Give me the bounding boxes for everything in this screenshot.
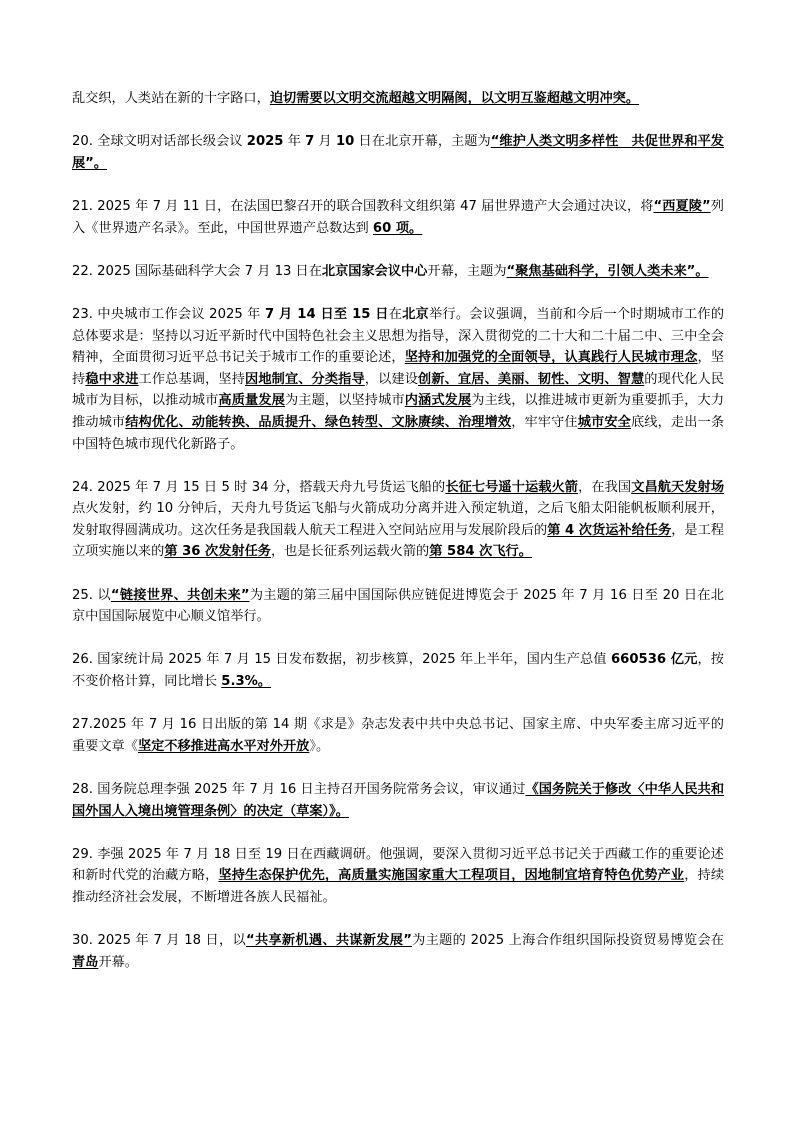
text-segment: 开幕。 (98, 954, 138, 970)
text-segment: 工作总基调，坚持 (138, 371, 246, 387)
emphasis-text: “共享新机遇、共谋新发展” (246, 933, 412, 949)
text-segment: ，以建设 (364, 371, 419, 387)
emphasis-text: 7 月 14 日至 15 日 (265, 306, 389, 322)
emphasis-text: 因地制宜、分类指导 (245, 371, 365, 387)
paragraph (72, 261, 724, 283)
emphasis-text: 结构优化、动能转换、品质提升、绿色转型、文脉赓续、治理增效 (125, 414, 512, 430)
emphasis-text: 60 项。 (372, 220, 423, 236)
emphasis-text: 10 (335, 134, 355, 150)
text-segment: ，也是长征系列运载火箭的 (270, 544, 430, 560)
emphasis-text: “链接世界、共创未来” (110, 587, 250, 603)
text-segment: 在 (388, 306, 403, 322)
text-segment: 开幕，主题为 (427, 263, 507, 279)
text-segment: 月 (314, 134, 336, 150)
text-segment: 25. 以 (72, 587, 111, 603)
document-page (72, 88, 724, 995)
text-segment: 列入《世界遗产名录》。至此，中国世界遗产总数达到 (72, 198, 724, 236)
emphasis-text: 5.3%。 (221, 674, 272, 690)
emphasis-text: 第 36 次发射任务 (164, 544, 271, 560)
paragraph (72, 88, 724, 110)
emphasis-text: “西夏陵” (653, 198, 711, 214)
emphasis-text: 7 (305, 134, 315, 150)
emphasis-text: 创新、宜居、美丽、韧性、文明、智慧 (418, 371, 645, 387)
paragraph (72, 649, 724, 692)
emphasis-text: 青岛 (72, 954, 99, 970)
text-segment: 22. 2025 国际基础科学大会 7 月 13 日在 (72, 263, 322, 279)
text-segment: ，牢牢守住 (511, 414, 578, 430)
emphasis-text: 城市安全 (577, 414, 631, 430)
paragraph (72, 844, 724, 909)
text-segment: 年 (283, 134, 306, 150)
emphasis-text: 高质量发展 (218, 393, 285, 409)
text-segment: 为主题的 2025 上海合作组织国际投资贸易博览会在 (411, 933, 724, 949)
text-segment: 乱交织，人类站在新的十字路口， (72, 91, 270, 106)
paragraph (72, 196, 724, 239)
paragraph (72, 714, 724, 757)
emphasis-text: 迫切需要以文明交流超越文明隔阂，以文明互鉴超越文明冲突。 (269, 91, 640, 106)
emphasis-text: 坚定不移推进高水平对外开放 (137, 738, 310, 754)
emphasis-text: 内涵式发展 (404, 393, 472, 409)
paragraph (72, 930, 724, 973)
text-segment: 为主题，以坚持城市 (284, 393, 405, 409)
emphasis-text: “维护人类文明多样性 共促世界和平发展”。 (72, 134, 724, 171)
emphasis-text: 长征七号遥十运载火箭 (445, 479, 579, 495)
emphasis-text: 第 584 次飞行。 (429, 544, 532, 560)
text-segment: 》。 (309, 738, 330, 754)
text-segment: 为主线，以推进城市更新为重要抓手，大力推动城市 (72, 393, 725, 430)
emphasis-text: 2025 (246, 134, 284, 150)
text-segment: 28. 国务院总理李强 2025 年 7 月 16 日主持召开国务院常务会议，审议通过 (72, 782, 526, 797)
text-segment: ，在我国 (578, 479, 632, 495)
text-segment: ，持续推动经济社会发展，不断增进各族人民福祉。 (72, 868, 725, 905)
emphasis-text: 坚持生态保护优先，高质量实施国家重大工程项目，因地制宜培育特色优势产业 (218, 868, 685, 884)
paragraph (72, 131, 724, 174)
emphasis-text: 《国务院关于修改〈中华人民共和国外国人入境出境管理条例〉的决定（草案）》。 (72, 782, 725, 819)
text-segment: 举行。会议强调，当前和今后一个时期城市工作的总体要求是：坚持以习近平新时代中国特色社会主义思想为指导，深入贯彻党的二十大和二十届二中、三中全会精神，全面贯彻习近平总书记关于城市工作的重要论述， (72, 306, 725, 366)
emphasis-text: 北京 (402, 306, 429, 322)
paragraph (72, 477, 724, 563)
text-segment: 23. 中央城市工作会议 2025 年 (72, 306, 266, 322)
text-segment: 日在北京开幕，主题为 (354, 134, 491, 150)
paragraph (72, 779, 724, 822)
emphasis-text: 北京国家会议中心 (321, 263, 428, 279)
text-segment: ，坚持 (72, 350, 725, 387)
text-segment: 26. 国家统计局 2025 年 7 月 15 日发布数据，初步核算，2025 年上半年，国内生产总值 (72, 652, 611, 668)
text-segment: 30. 2025 年 7 月 18 日，以 (72, 933, 246, 949)
text-segment: 20. 全球文明对话部长级会议 (72, 134, 247, 150)
text-segment: 的现代化人民城市为目标，以推动城市 (72, 371, 725, 409)
emphasis-text: 660536 亿元 (611, 652, 698, 668)
emphasis-text: 文昌航天发射场 (631, 479, 725, 495)
text-segment: 底线，走出一条中国特色城市现代化新路子。 (72, 414, 725, 452)
text-segment: 21. 2025 年 7 月 11 日，在法国巴黎召开的联合国教科文组织第 47 届世界遗产大会通过决议，将 (72, 198, 654, 214)
emphasis-text: 坚持和加强党的全面领导，认真践行人民城市理念 (404, 350, 698, 366)
text-segment: ，是工程立项实施以来的 (72, 522, 725, 560)
text-segment: 24. 2025 年 7 月 15 日 5 时 34 分，搭载天舟九号货运飞船的 (72, 479, 446, 495)
paragraph (72, 585, 724, 628)
text-segment: ，按不变价格计算，同比增长 (72, 652, 724, 690)
text-segment: 29. 李强 2025 年 7 月 18 日至 19 日在西藏调研。他强调，要深入贯彻习近平总书记关于西藏工作的重要论述和新时代党的治藏方略， (72, 846, 724, 884)
paragraph (72, 304, 724, 455)
text-segment: 27.2025 年 7 月 16 日出版的第 14 期《求是》杂志发表中共中央总书记、国家主席、中央军委主席习近平的重要文章《 (72, 717, 724, 754)
emphasis-text: 稳中求进 (85, 371, 139, 387)
emphasis-text: “聚焦基础科学，引领人类未来”。 (506, 263, 709, 279)
text-segment: 为主题的第三届中国国际供应链促进博览会于 2025 年 7 月 16 日至 20 日在北京中国国际展览中心顺义馆举行。 (72, 587, 724, 625)
text-segment: 点火发射，约 10 分钟后，天舟九号货运飞船与火箭成功分离并进入预定轨道，之后飞船太阳能帆板顺利展开，发射取得圆满成功。这次任务是我国载人航天工程进入空间站应用与发展阶段后的 (72, 501, 724, 538)
emphasis-text: 第 4 次货运补给任务 (547, 522, 672, 538)
